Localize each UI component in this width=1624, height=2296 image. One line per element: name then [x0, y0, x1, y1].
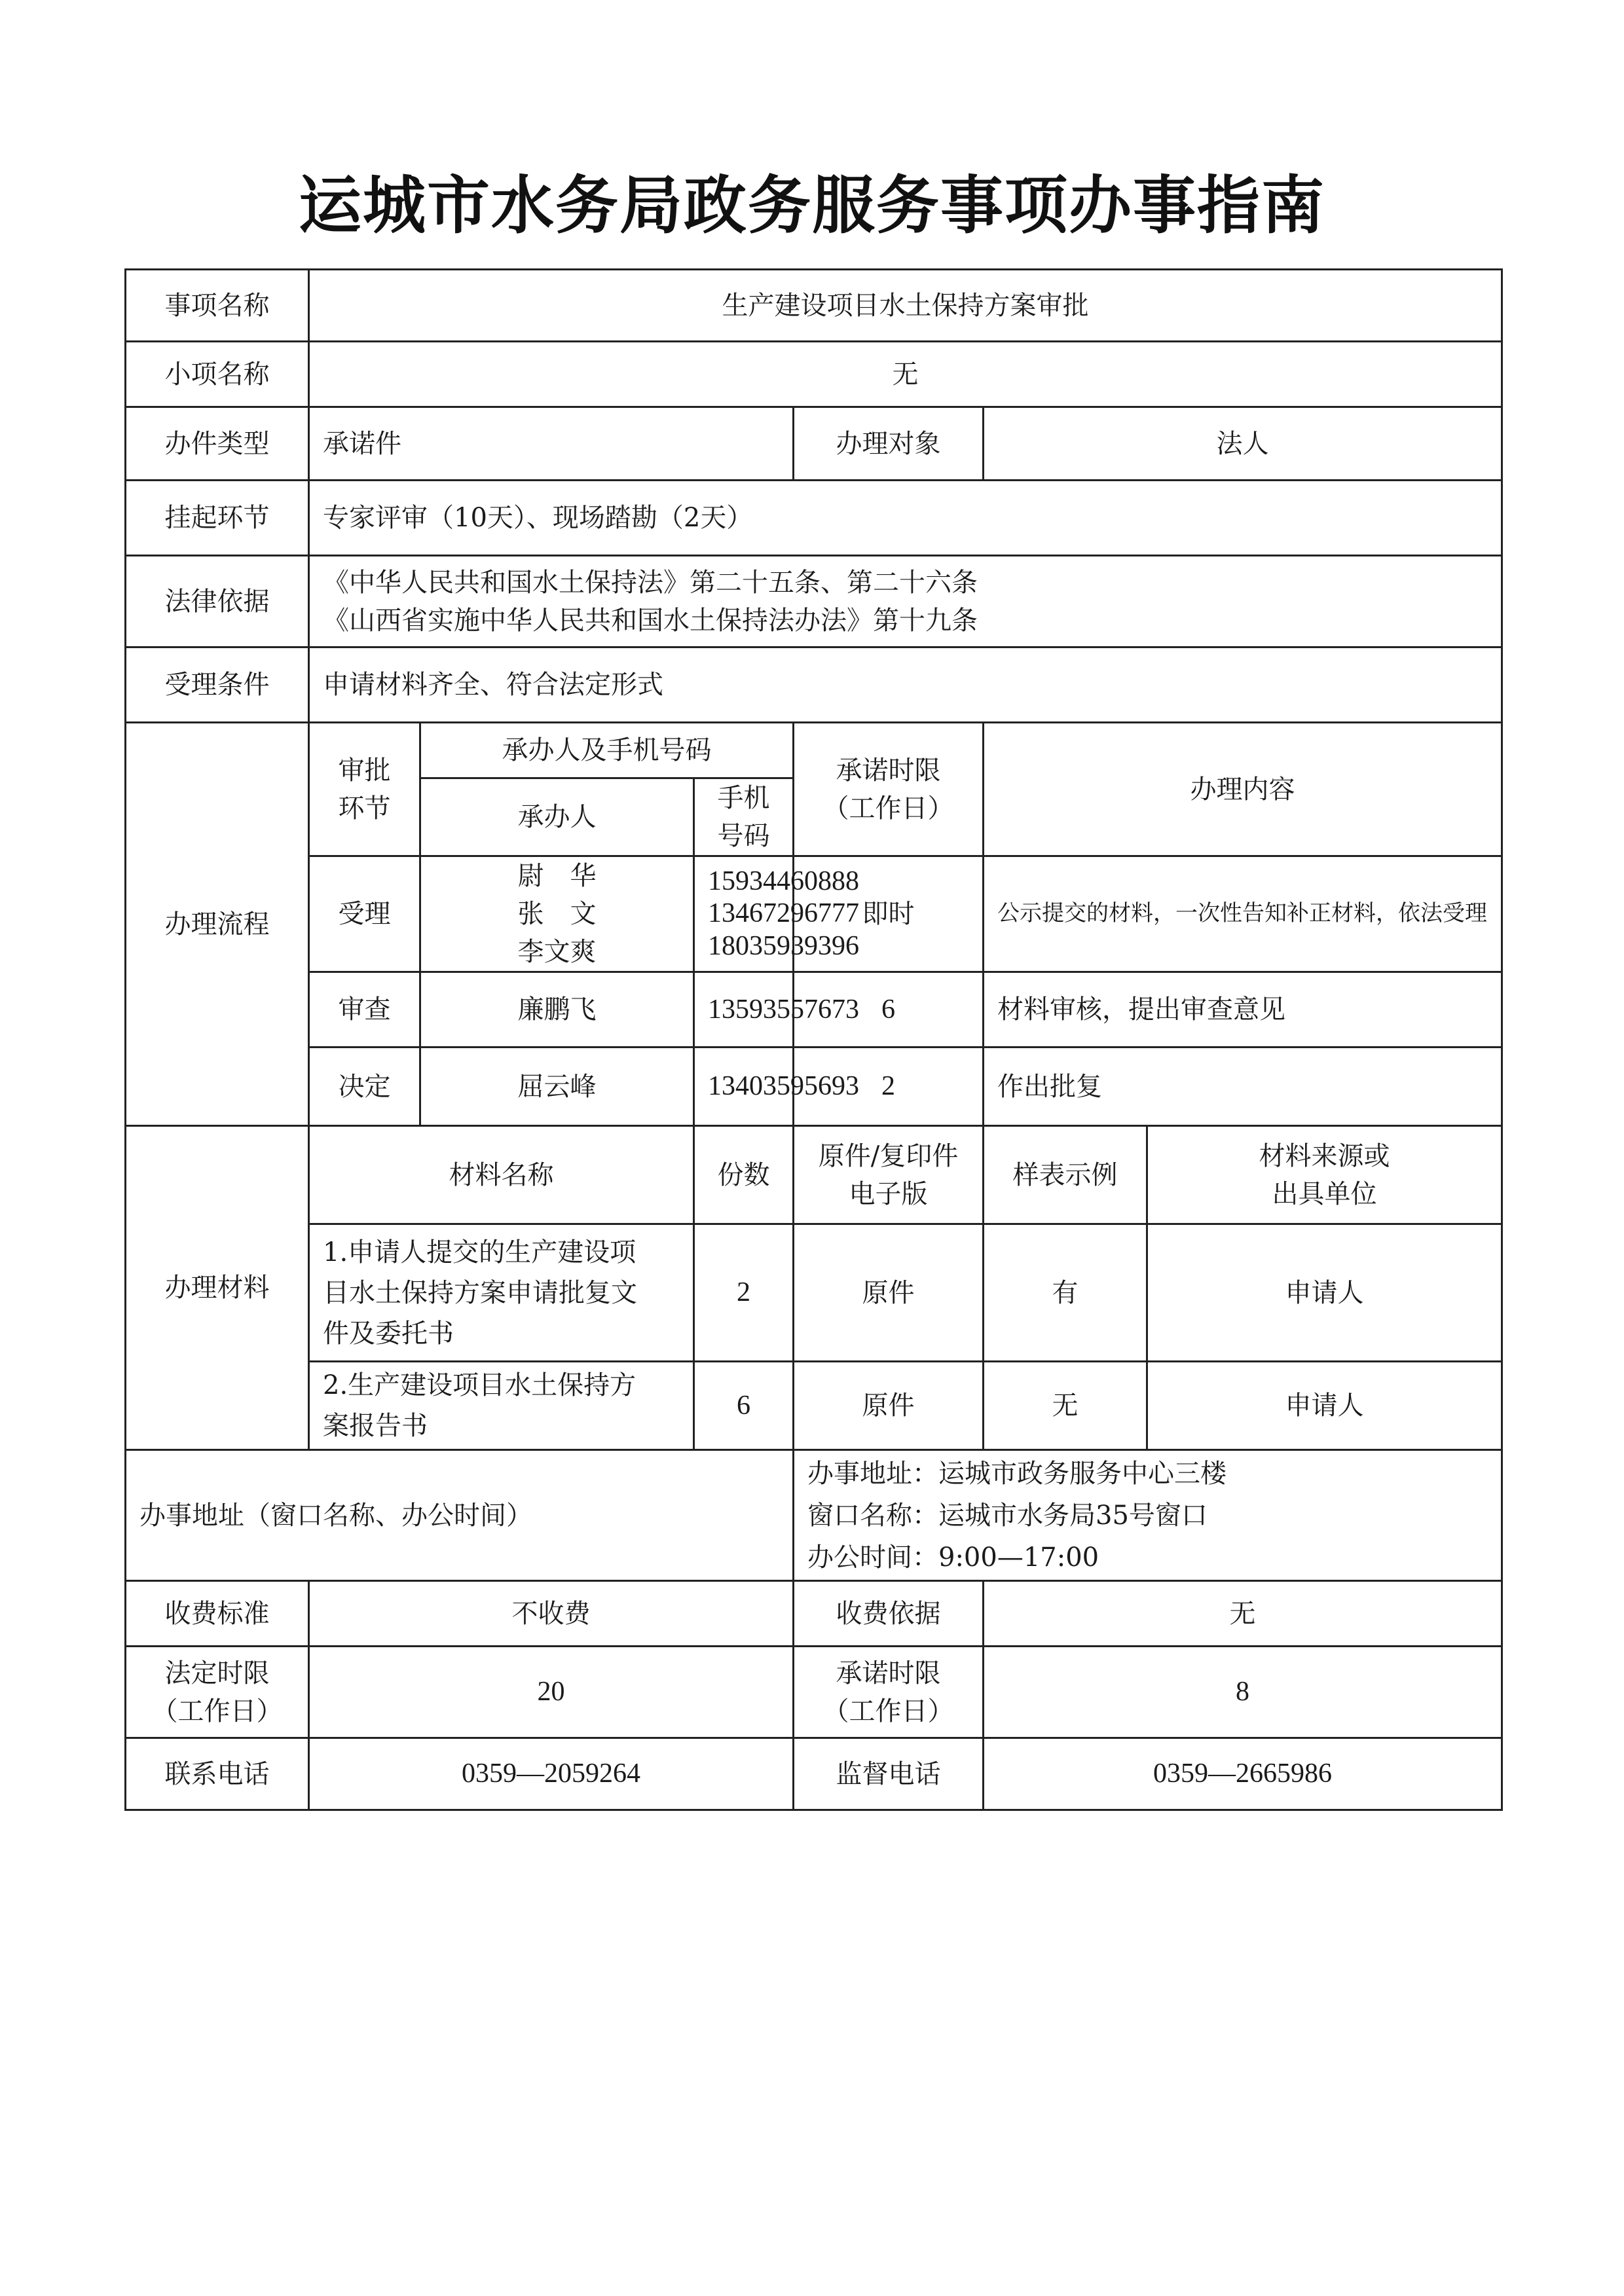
- row-suspend: [126, 481, 1502, 556]
- materials-form: 原件: [794, 1224, 984, 1362]
- process-phones: 13593557673: [694, 972, 794, 1048]
- target-label: 办理对象: [794, 407, 984, 481]
- process-limit: 6: [794, 972, 984, 1048]
- type-label: 办件类型: [126, 407, 309, 481]
- subitem-label: 小项名称: [126, 342, 309, 407]
- materials-source: 申请人: [1147, 1362, 1502, 1450]
- materials-sample: 有: [984, 1224, 1147, 1362]
- process-limit: 2: [794, 1048, 984, 1126]
- process-handlers: 廉鹏飞: [420, 972, 694, 1048]
- process-header-row-1: [126, 723, 1502, 778]
- row-contact: [126, 1738, 1502, 1810]
- process-row: [126, 972, 1502, 1048]
- process-phones: 15934460888 13467296777 18035939396: [694, 856, 794, 972]
- process-stage: 决定: [309, 1048, 420, 1126]
- process-handlers: 屈云峰: [420, 1048, 694, 1126]
- materials-name: 2.生产建设项目水土保持方 案报告书: [309, 1362, 694, 1450]
- target-value: 法人: [984, 407, 1502, 481]
- materials-form: 原件: [794, 1362, 984, 1450]
- materials-form-header: 原件/复印件 电子版: [794, 1126, 984, 1224]
- process-phone-header: 手机号码: [694, 778, 794, 856]
- materials-label: 办理材料: [126, 1126, 309, 1450]
- promise-limit-value: 8: [984, 1647, 1502, 1738]
- process-stage-header: 审批 环节: [309, 723, 420, 856]
- process-content: 作出批复: [984, 1048, 1502, 1126]
- materials-row: [126, 1362, 1502, 1450]
- process-content: 材料审核，提出审查意见: [984, 972, 1502, 1048]
- row-subitem: [126, 342, 1502, 407]
- condition-label: 受理条件: [126, 647, 309, 723]
- process-content: 公示提交的材料，一次性告知补正材料，依法受理: [984, 856, 1502, 972]
- fee-value: 不收费: [309, 1581, 794, 1647]
- row-address: [126, 1450, 1502, 1581]
- row-legal: [126, 556, 1502, 647]
- materials-copies: 6: [694, 1362, 794, 1450]
- fee-label: 收费标准: [126, 1581, 309, 1647]
- row-item: [126, 270, 1502, 342]
- suspend-value: 专家评审（10天）、现场踏勘（2天）: [309, 481, 1502, 556]
- process-limit: 即时: [794, 856, 984, 972]
- supervise-phone-value: 0359—2665986: [984, 1738, 1502, 1810]
- promise-limit-label: 承诺时限 （工作日）: [794, 1647, 984, 1738]
- contact-phone-value: 0359—2059264: [309, 1738, 794, 1810]
- supervise-phone-label: 监督电话: [794, 1738, 984, 1810]
- process-stage: 审查: [309, 972, 420, 1048]
- legal-limit-value: 20: [309, 1647, 794, 1738]
- process-row: [126, 1048, 1502, 1126]
- process-phones: 13403595693: [694, 1048, 794, 1126]
- contact-phone-label: 联系电话: [126, 1738, 309, 1810]
- materials-header-row: [126, 1126, 1502, 1224]
- address-value: 办事地址：运城市政务服务中心三楼 窗口名称：运城市水务局35号窗口 办公时间：9:00—17:00: [794, 1450, 1502, 1581]
- guide-table: [124, 268, 1503, 1811]
- suspend-label: 挂起环节: [126, 481, 309, 556]
- address-label: 办事地址（窗口名称、办公时间）: [126, 1450, 794, 1581]
- page-title: 运城市水务局政务服务事项办事指南: [299, 169, 1325, 242]
- process-handlers: 尉 华 张 文 李文爽: [420, 856, 694, 972]
- process-stage: 受理: [309, 856, 420, 972]
- legal-line: 《山西省实施中华人民共和国水土保持法办法》第十九条: [323, 605, 978, 636]
- process-row: [126, 856, 1502, 972]
- materials-source-header: 材料来源或 出具单位: [1147, 1126, 1502, 1224]
- materials-source: 申请人: [1147, 1224, 1502, 1362]
- legal-label: 法律依据: [126, 556, 309, 647]
- process-content-header: 办理内容: [984, 723, 1502, 856]
- legal-value: [309, 556, 1502, 647]
- process-label: 办理流程: [126, 723, 309, 1126]
- process-limit-header: 承诺时限 （工作日）: [794, 723, 984, 856]
- row-condition: [126, 647, 1502, 723]
- condition-value: 申请材料齐全、符合法定形式: [309, 647, 1502, 723]
- item-value: 生产建设项目水土保持方案审批: [309, 270, 1502, 342]
- materials-sample-header: 样表示例: [984, 1126, 1147, 1224]
- legal-limit-label: 法定时限 （工作日）: [126, 1647, 309, 1738]
- materials-copies: 2: [694, 1224, 794, 1362]
- legal-line: 《中华人民共和国水土保持法》第二十五条、第二十六条: [323, 567, 978, 598]
- type-value: 承诺件: [309, 407, 794, 481]
- materials-copies-header: 份数: [694, 1126, 794, 1224]
- materials-row: [126, 1224, 1502, 1362]
- item-label: 事项名称: [126, 270, 309, 342]
- materials-name: 1.申请人提交的生产建设项 目水土保持方案申请批复文 件及委托书: [309, 1224, 694, 1362]
- subitem-value: 无: [309, 342, 1502, 407]
- fee-basis-label: 收费依据: [794, 1581, 984, 1647]
- row-type: [126, 407, 1502, 481]
- materials-sample: 无: [984, 1362, 1147, 1450]
- fee-basis-value: 无: [984, 1581, 1502, 1647]
- materials-name-header: 材料名称: [309, 1126, 694, 1224]
- row-fee: [126, 1581, 1502, 1647]
- row-limits: [126, 1647, 1502, 1738]
- process-handler-group-header: 承办人及手机号码: [420, 723, 794, 778]
- process-handler-header: 承办人: [420, 778, 694, 856]
